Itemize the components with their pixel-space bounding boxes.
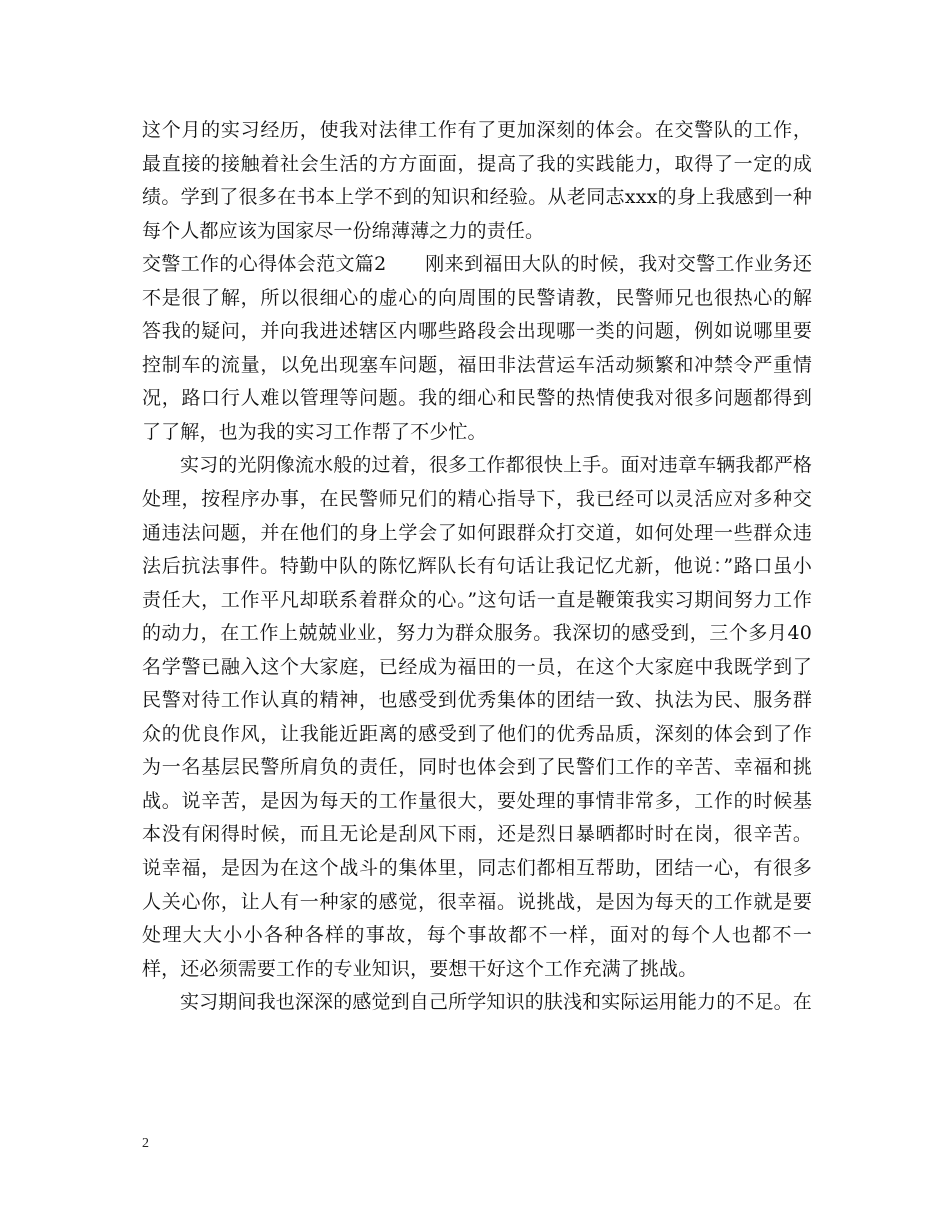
body-text: [142, 114, 812, 1020]
paragraph-1: 这个月的实习经历，使我对法律工作有了更加深刻的体会。在交警队的工作，最直接的接触着社会生活的方方面面，提高了我的实践能力，取得了一定的成绩。学到了很多在书本上学不到的知识和经验。从老同志xxx的身上我感到一种每个人都应该为国家尽一份绵薄薄之力的责任。: [142, 119, 812, 242]
paragraph-2: 交警工作的心得体会范文篇2 刚来到福田大队的时候，我对交警工作业务还不是很了解，所以很细心的虚心的向周围的民警请教，民警师兄也很热心的解答我的疑问，并向我进述辖区内哪些路段会出现哪一类的问题，例如说哪里要控制车的流量，以免出现塞车问题，福田非法营运车活动频繁和冲禁令严重情况，路口行人难以管理等问题。我的细心和民警的热情使我对很多问题都得到了了解，也为我的实习工作帮了不少忙。: [142, 253, 812, 443]
paragraph-3: 实习的光阴像流水般的过着，很多工作都很快上手。面对违章车辆我都严格处理，按程序办事，在民警师兄们的精心指导下，我已经可以灵活应对多种交通违法问题，并在他们的身上学会了如何跟群众打交道，如何处理一些群众违法后抗法事件。特勤中队的陈忆辉队长有句话让我记忆尤新，他说：”路口虽小责任大，工作平凡却联系着群众的心。”这句话一直是鞭策我实习期间努力工作的动力，在工作上兢兢业业，努力为群众服务。我深切的感受到，三个多月40名学警已融入这个大家庭，已经成为福田的一员，在这个大家庭中我既学到了民警对待工作认真的精神，也感受到优秀集体的团结一致、执法为民、服务群众的优良作风，让我能近距离的感受到了他们的优秀品质，深刻的体会到了作为一名基层民警所肩负的责任，同时也体会到了民警们工作的辛苦、幸福和挑战。说辛苦，是因为每天的工作量很大，要处理的事情非常多，工作的时候基本没有闲得时候，而且无论是刮风下雨，还是烈日暴晒都时时在岗，很辛苦。说幸福，是因为在这个战斗的集体里，同志们都相互帮助，团结一心，有很多人关心你，让人有一种家的感觉，很幸福。说挑战，是因为每天的工作就是要处理大大小小各种各样的事故，每个事故都不一样，面对的每个人也都不一样，还必须需要工作的专业知识，要想干好这个工作充满了挑战。: [142, 454, 812, 980]
paragraph-4: 实习期间我也深深的感觉到自己所学知识的肤浅和实际运用能力的不足。在: [180, 991, 812, 1014]
page-number: 2: [142, 1136, 149, 1151]
